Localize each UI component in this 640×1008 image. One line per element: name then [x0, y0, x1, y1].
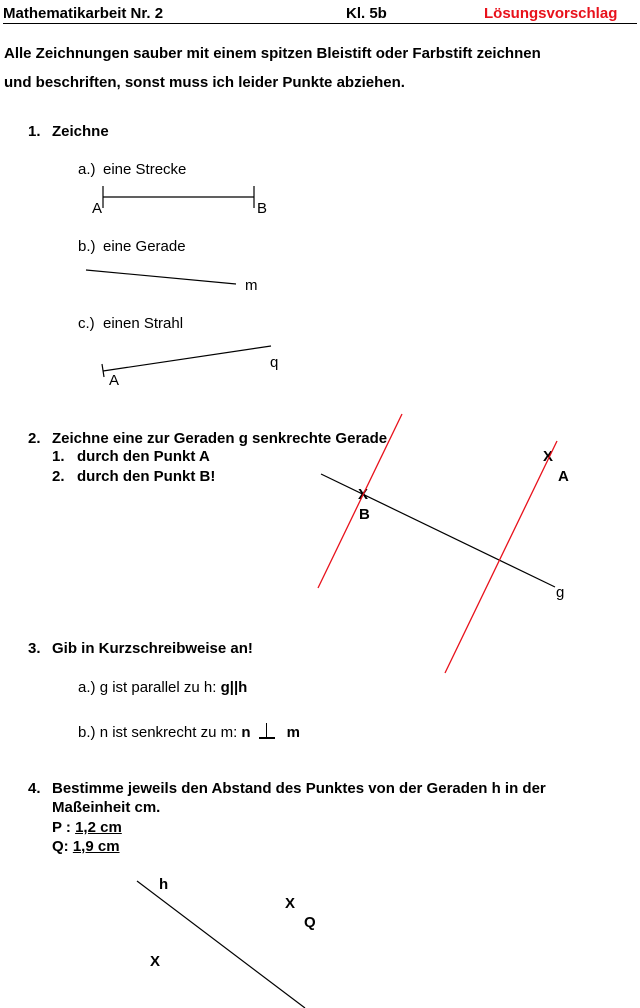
line-label-h: h	[159, 876, 169, 893]
task1-number: 1.	[28, 123, 41, 140]
segment-point-a: A	[92, 200, 103, 217]
point-q-label: Q	[304, 914, 316, 931]
ray-q	[103, 346, 271, 371]
point-a-mark: X	[543, 448, 554, 465]
class-label: Kl. 5b	[346, 5, 387, 22]
point-a-label: A	[558, 468, 569, 485]
point-p-mark: X	[150, 953, 161, 970]
task3b-text: n ist senkrecht zu m:	[99, 724, 238, 741]
line-m	[86, 270, 236, 284]
task1c-text: einen Strahl	[103, 315, 184, 332]
ray-start-tick	[102, 364, 104, 377]
task3b-label: b.)	[78, 724, 96, 741]
task3-title: Gib in Kurzschreibweise an!	[52, 640, 253, 657]
ray-point-a: A	[109, 372, 120, 389]
segment-point-b: B	[257, 200, 268, 217]
line-g	[321, 474, 555, 587]
task4-line-1: Bestimme jeweils den Abstand des Punktes von der Geraden h in der	[52, 780, 546, 797]
task3b-answer-right: m	[286, 724, 300, 741]
intro-line-2: und beschriften, sonst muss ich leider Punkte abziehen.	[4, 74, 405, 91]
task1a-label: a.)	[78, 161, 96, 178]
task4-p-answer	[52, 820, 122, 835]
perpendicular-through-a	[445, 441, 557, 673]
task3a-label: a.)	[78, 679, 96, 696]
ray-label-q: q	[270, 354, 279, 371]
task4-q-answer	[52, 839, 120, 854]
task4-number: 4.	[28, 780, 41, 797]
task4-p-label: P :	[52, 819, 71, 836]
task1b-label: b.)	[78, 238, 96, 255]
task1b-text: eine Gerade	[103, 238, 186, 255]
task1-title: Zeichne	[52, 123, 109, 140]
task2-number: 2.	[28, 430, 41, 447]
task3a-text: g ist parallel zu h:	[99, 679, 217, 696]
worksheet-title: Mathematikarbeit Nr. 2	[3, 5, 164, 22]
task3a-row	[78, 680, 247, 695]
task4-q-value: 1,9 cm	[72, 838, 120, 855]
solution-label: Lösungsvorschlag	[484, 5, 618, 22]
task1c-label: c.)	[78, 315, 95, 332]
intro-line-1: Alle Zeichnungen sauber mit einem spitzen Bleistift oder Farbstift zeichnen	[4, 45, 541, 62]
task4-q-label: Q:	[52, 838, 69, 855]
perpendicular-symbol-icon	[259, 723, 275, 739]
task3-number: 3.	[28, 640, 41, 657]
line-label-m: m	[245, 277, 258, 294]
task4-p-value: 1,2 cm	[75, 819, 122, 836]
task1a-text: eine Strecke	[103, 161, 187, 178]
task3a-answer: g||h	[220, 679, 248, 696]
task2-title: Zeichne eine zur Geraden g senkrechte Gerade	[52, 430, 388, 447]
header-rule	[3, 23, 637, 24]
line-label-g: g	[556, 584, 565, 601]
point-b-label: B	[359, 506, 370, 523]
task4-line-2: Maßeinheit cm.	[52, 799, 161, 816]
task3b-answer-left: n	[241, 724, 251, 741]
task2-item-2-number: 2.	[52, 468, 65, 485]
task2-item-1-text: durch den Punkt A	[77, 448, 210, 465]
line-h	[137, 881, 305, 1008]
task2-item-2-text: durch den Punkt B!	[77, 468, 216, 485]
point-b-mark: X	[358, 486, 369, 503]
task3b-row	[78, 723, 300, 740]
task2-item-1-number: 1.	[52, 448, 65, 465]
point-q-mark: X	[285, 895, 296, 912]
